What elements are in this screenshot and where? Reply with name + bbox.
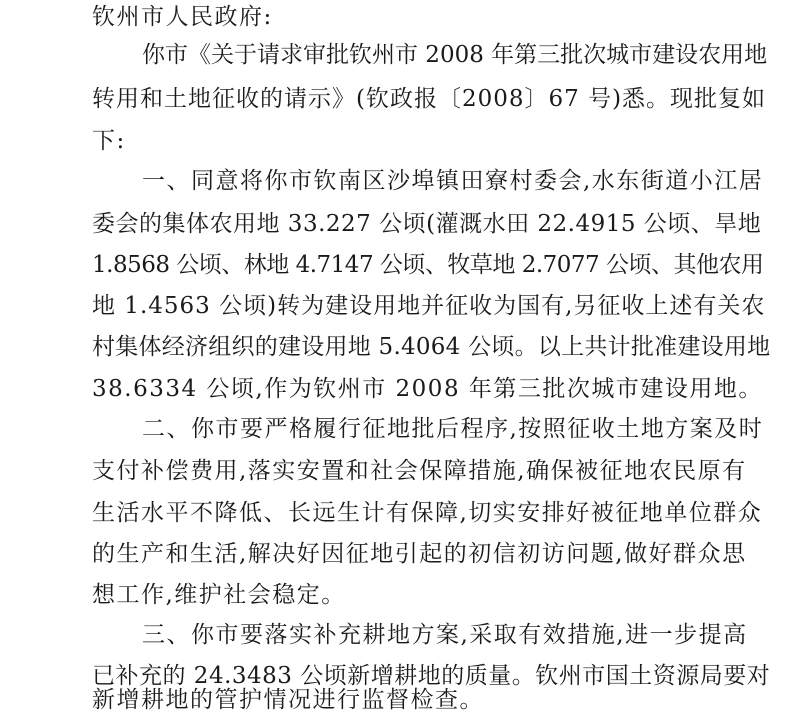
- paragraph-2-line-6: 38.6334 公顷,作为钦州市 2008 年第三批次城市建设用地。: [92, 376, 763, 402]
- paragraph-3-line-3: 生活水平不降低、长远生计有保障,切实安排好被征地单位群众: [92, 500, 763, 526]
- paragraph-2-line-4: 地 1.4563 公顷)转为建设用地并征收为国有,另征收上述有关农: [92, 293, 766, 319]
- paragraph-3-line-5: 想工作,维护社会稳定。: [92, 582, 346, 608]
- paragraph-4-line-3: 新增耕地的管护情况进行监督检查。: [92, 687, 484, 713]
- paragraph-3-line-2: 支付补偿费用,落实安置和社会保障措施,确保被征地农民原有: [92, 458, 747, 484]
- paragraph-1-line-1: 你市《关于请求审批钦州市 2008 年第三批次城市建设农用地: [142, 42, 768, 68]
- paragraph-4-line-2: 已补充的 24.3483 公顷新增耕地的质量。钦州市国土资源局要对: [92, 663, 771, 689]
- paragraph-1-line-3: 下:: [92, 128, 126, 154]
- paragraph-2-line-1: 一、同意将你市钦南区沙埠镇田寮村委会,水东街道小江居: [142, 168, 764, 194]
- salutation: 钦州市人民政府:: [92, 4, 273, 30]
- paragraph-4-line-1: 三、你市要落实补充耕地方案,采取有效措施,进一步提高: [142, 622, 748, 648]
- paragraph-3-line-4: 的生产和生活,解决好因征地引起的初信初访问题,做好群众思: [92, 541, 747, 567]
- paragraph-3-line-1: 二、你市要严格履行征地批后程序,按照征收土地方案及时: [142, 416, 764, 442]
- paragraph-2-line-5: 村集体经济组织的建设用地 5.4064 公顷。以上共计批准建设用地: [92, 334, 771, 360]
- paragraph-2-line-2: 委会的集体农用地 33.227 公顷(灌溉水田 22.4915 公顷、旱地: [92, 211, 762, 237]
- paragraph-1-line-2: 转用和土地征收的请示》(钦政报〔2008〕67 号)悉。现批复如: [92, 86, 767, 112]
- paragraph-2-line-3: 1.8568 公顷、林地 4.7147 公顷、牧草地 2.7077 公顷、其他农用: [92, 252, 764, 278]
